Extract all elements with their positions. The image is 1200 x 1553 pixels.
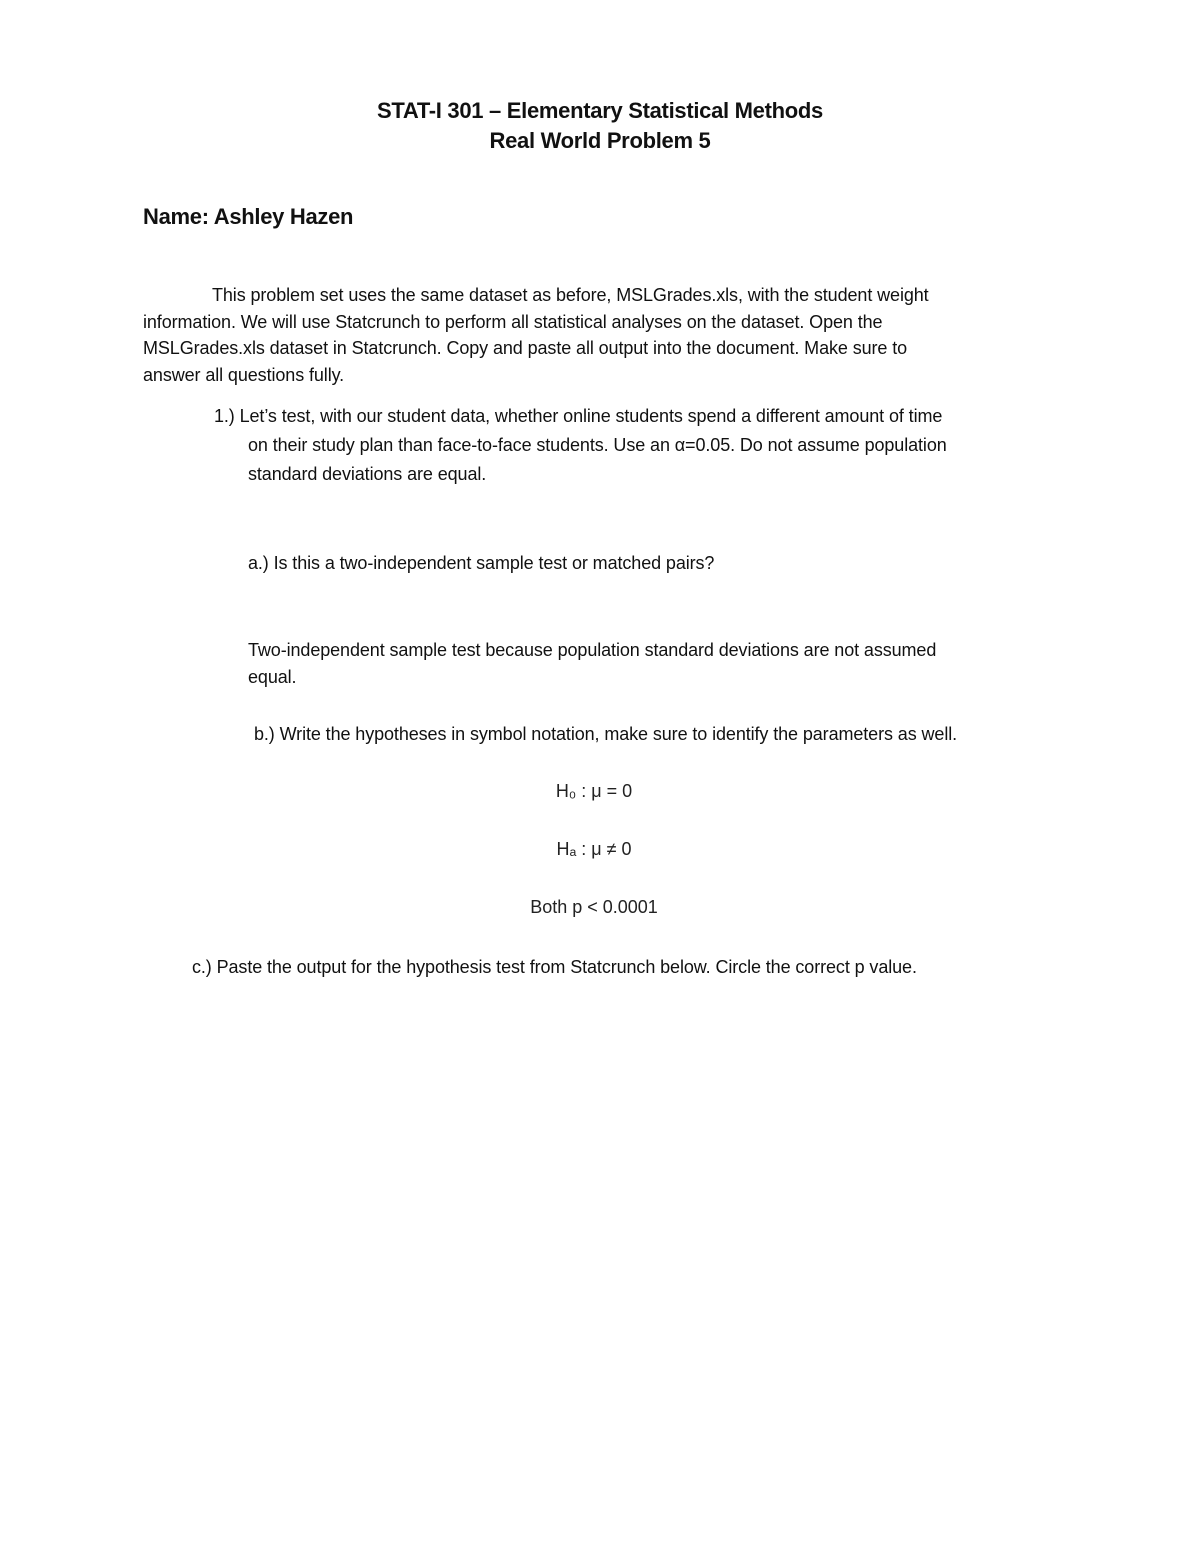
assignment-title: Real World Problem 5 xyxy=(489,128,711,153)
p-value-note: Both p < 0.0001 xyxy=(530,897,658,917)
course-title: STAT-I 301 – Elementary Statistical Methods xyxy=(377,98,823,123)
answer-1a-line: equal. xyxy=(248,666,297,687)
question-1-line: on their study plan than face-to-face students. Use an α=0.05. Do not assume population xyxy=(248,435,947,455)
intro-paragraph xyxy=(143,282,1043,388)
question-1b: b.) Write the hypotheses in symbol notation, make sure to identify the parameters as well. xyxy=(254,724,958,744)
answer-1a xyxy=(248,637,936,690)
question-1-line: standard deviations are equal. xyxy=(248,464,487,484)
intro-line: MSLGrades.xls dataset in Statcrunch. Copy and paste all output into the document. Make sure to xyxy=(143,338,908,358)
intro-line: answer all questions fully. xyxy=(143,364,345,385)
question-1-line: 1.) Let’s test, with our student data, whether online students spend a different amount of time xyxy=(214,406,943,426)
question-1a: a.) Is this a two-independent sample test or matched pairs? xyxy=(248,553,715,573)
answer-1a-line: Two-independent sample test because population standard deviations are not assumed xyxy=(248,640,937,660)
question-1 xyxy=(214,402,1074,489)
intro-line: information. We will use Statcrunch to perform all statistical analyses on the dataset. Open the xyxy=(143,311,883,332)
student-name: Name: Ashley Hazen xyxy=(143,204,354,229)
intro-line: This problem set uses the same dataset as before, MSLGrades.xls, with the student weight xyxy=(212,285,929,305)
alternative-hypothesis: Hₐ : μ ≠ 0 xyxy=(556,839,632,859)
null-hypothesis: H₀ : μ = 0 xyxy=(555,781,633,801)
question-1c: c.) Paste the output for the hypothesis test from Statcrunch below. Circle the correct p value. xyxy=(192,957,917,977)
